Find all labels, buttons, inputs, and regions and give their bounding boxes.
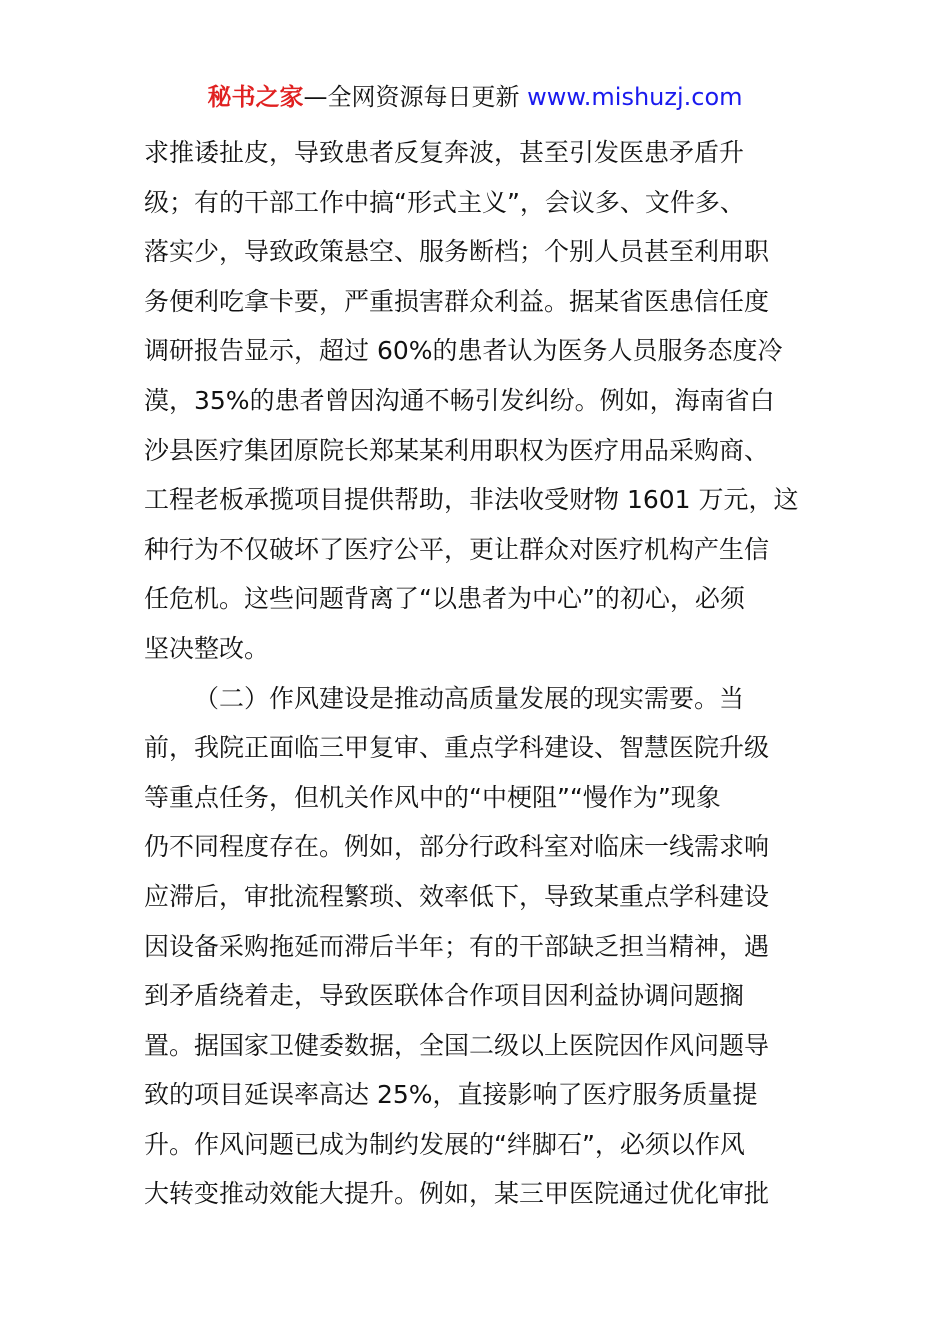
- text-line: 级；有的干部工作中搞“形式主义”，会议多、文件多、: [144, 187, 745, 217]
- text-line: 任危机。这些问题背离了“以患者为中心”的初心，必须: [144, 584, 745, 614]
- text-line: 落实少，导致政策悬空、服务断档；个别人员甚至利用职: [144, 237, 770, 267]
- text-line: 应滞后，审批流程繁琐、效率低下，导致某重点学科建设: [144, 881, 770, 911]
- site-url-link[interactable]: www.mishuzj.com: [527, 83, 743, 111]
- text-line: 到矛盾绕着走，导致医联体合作项目因利益协调问题搁: [144, 981, 745, 1011]
- text-line: 调研报告显示，超过 60%的患者认为医务人员服务态度冷: [144, 336, 783, 366]
- site-brand: 秘书之家: [207, 83, 304, 111]
- text-line: 升。作风问题已成为制约发展的“绊脚石”，必须以作风: [144, 1129, 745, 1159]
- text-line: 大转变推动效能大提升。例如，某三甲医院通过优化审批: [144, 1179, 770, 1209]
- text-line: 置。据国家卫健委数据，全国二级以上医院因作风问题导: [144, 1030, 770, 1060]
- text-line: 求推诿扯皮，导致患者反复奔波，甚至引发医患矛盾升: [144, 138, 745, 167]
- section-heading-line: （二）作风建设是推动高质量发展的现实需要。当: [194, 683, 745, 713]
- text-line: 工程老板承揽项目提供帮助，非法收受财物 1601 万元，这: [144, 485, 799, 515]
- text-line: 沙县医疗集团原院长郑某某利用职权为医疗用品采购商、: [144, 435, 770, 465]
- text-line: 种行为不仅破坏了医疗公平，更让群众对医疗机构产生信: [144, 534, 770, 564]
- document-body: [144, 128, 808, 1219]
- site-tagline: —全网资源每日更新: [303, 83, 528, 111]
- text-line: 等重点任务，但机关作风中的“中梗阻”“慢作为”现象: [144, 782, 721, 812]
- text-line: 因设备采购拖延而滞后半年；有的干部缺乏担当精神，遇: [144, 931, 770, 961]
- text-line: 仍不同程度存在。例如，部分行政科室对临床一线需求响: [144, 832, 770, 862]
- site-header: [0, 80, 950, 114]
- text-line: 致的项目延误率高达 25%，直接影响了医疗服务质量提: [144, 1080, 758, 1110]
- text-line: 前，我院正面临三甲复审、重点学科建设、智慧医院升级: [144, 733, 770, 763]
- text-line: 务便利吃拿卡要，严重损害群众利益。据某省医患信任度: [144, 286, 770, 316]
- text-line: 漠，35%的患者曾因沟通不畅引发纠纷。例如，海南省白: [144, 385, 775, 415]
- text-line: 坚决整改。: [144, 633, 270, 663]
